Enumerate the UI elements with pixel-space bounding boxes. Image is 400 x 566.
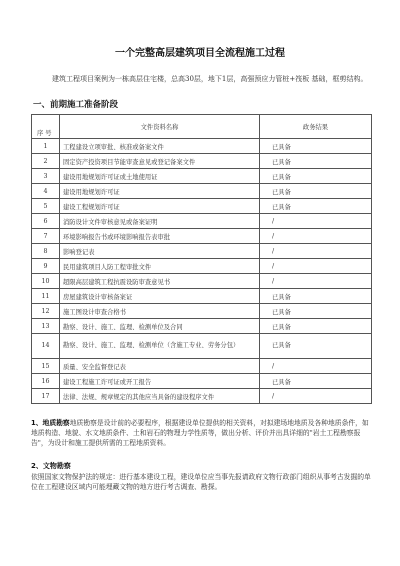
row-document-name: 建设用地规划许可证或土地使用证 [60,169,260,184]
row-number: 11 [32,289,60,304]
row-result: 已具备 [260,374,372,389]
table-header-row [32,115,372,139]
row-result: 已具备 [260,154,372,169]
row-result: / [260,259,372,274]
row-document-name: 工程建设立项审批、核准或备案文件 [60,139,260,154]
row-number: 13 [32,319,60,334]
row-number: 17 [32,389,60,404]
row-number: 14 [32,334,60,359]
row-number: 9 [32,259,60,274]
row-number: 3 [32,169,60,184]
table-row [32,334,372,359]
table-row [32,229,372,244]
geological-survey-heading: 1、地质勘察 [31,419,70,427]
row-document-name: 勘察、设计、施工、监理、检测单位及合同 [60,319,260,334]
table-row [32,244,372,259]
table-row [32,214,372,229]
table-row [32,389,372,404]
row-result: / [260,214,372,229]
row-document-name: 勘察、设计、施工、监理、检测单位（含施工专业、劳务分包） [60,334,260,359]
table-row [32,304,372,319]
row-document-name: 质量、安全监督登记表 [60,359,260,374]
row-number: 10 [32,274,60,289]
row-result: 已具备 [260,169,372,184]
table-row [32,154,372,169]
row-result: / [260,359,372,374]
section-heading-preparation: 一、前期施工准备阶段 [33,100,119,110]
row-number: 16 [32,374,60,389]
row-result: 已具备 [260,319,372,334]
row-document-name: 民用建筑项目人防工程审批文件 [60,259,260,274]
row-result: / [260,274,372,289]
row-result: 已具备 [260,289,372,304]
row-document-name: 消防设计文件审核意见或备案证明 [60,214,260,229]
table-row [32,374,372,389]
table-body [32,139,372,404]
row-number: 7 [32,229,60,244]
table-row [32,139,372,154]
table-row [32,199,372,214]
header-number: 序 号 [32,115,60,139]
header-document-name: 文件资料名称 [60,115,260,139]
cultural-relic-heading: 2、文物勘察 [31,462,71,470]
table-row [32,359,372,374]
geological-survey-text: 地质勘察是设计前的必要程序，根据建设单位提供的相关资料，对拟建场地地质及各种地质条件，如地质构造、地貌、水文地质条件、土和岩石的物理力学性质等，做出分析、评价并出具详细的"岩土工程勘察报告"，为设计和施工提供所需的工程地质资料。 [31,419,369,447]
row-document-name: 固定资产投资项目节能审查意见或登记备案文件 [60,154,260,169]
row-result: 已具备 [260,139,372,154]
row-document-name: 法律、法规、规章规定的其他应当具备的建设程序文件 [60,389,260,404]
table-row [32,274,372,289]
row-number: 15 [32,359,60,374]
table-row [32,259,372,274]
row-result: 已具备 [260,334,372,359]
row-number: 4 [32,184,60,199]
row-result: / [260,229,372,244]
table-row [32,184,372,199]
row-document-name: 建设用地规划许可证 [60,184,260,199]
row-result: / [260,244,372,259]
row-number: 12 [32,304,60,319]
row-result: 已具备 [260,304,372,319]
header-result: 政务结果 [260,115,372,139]
cultural-relic-paragraph: 依照国家文物保护法的规定：进行基本建设工程，建设单位应当事先报请政府文物行政部门组织从事考古发掘的单位在工程建设区域内可能埋藏文物的地方进行考古调查、勘探。 [31,473,371,491]
row-number: 8 [32,244,60,259]
row-document-name: 房屋建筑设计审核备案证 [60,289,260,304]
row-document-name: 环境影响报告书或环境影响报告表审批 [60,229,260,244]
document-checklist-table [31,114,372,404]
intro-paragraph: 建筑工程项目案例为一栋高层住宅楼，总高30层，地下1层，高强预应力管桩+筏板 基础，框剪结构。 [52,75,368,83]
row-document-name: 施工图设计审查合格书 [60,304,260,319]
row-result: 已具备 [260,199,372,214]
row-document-name: 超限高层建筑工程抗震设防审查意见书 [60,274,260,289]
row-number: 6 [32,214,60,229]
document-title: 一个完整高层建筑项目全流程施工过程 [115,48,285,59]
row-number: 1 [32,139,60,154]
row-number: 5 [32,199,60,214]
row-document-name: 建设工程施工许可证或开工报告 [60,374,260,389]
row-result: 已具备 [260,184,372,199]
table-row [32,169,372,184]
table-row [32,289,372,304]
row-document-name: 建设工程规划许可证 [60,199,260,214]
row-number: 2 [32,154,60,169]
row-document-name: 影响登记表 [60,244,260,259]
table-row [32,319,372,334]
row-result: / [260,389,372,404]
geological-survey-paragraph [31,418,371,448]
